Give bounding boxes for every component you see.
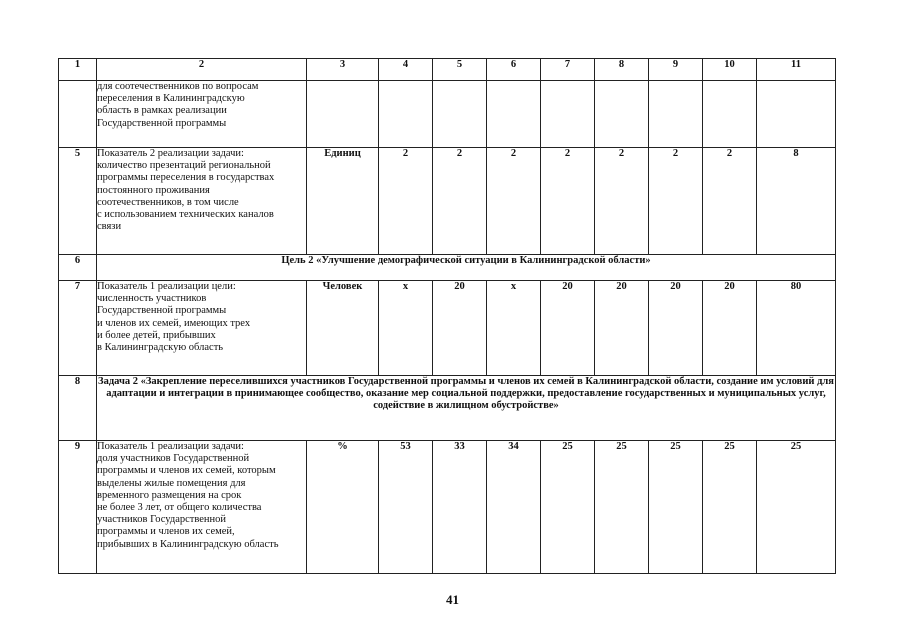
total-cell: 80 (757, 281, 836, 376)
header-cell: 5 (433, 59, 487, 81)
value-cell: 2 (703, 148, 757, 255)
table-row-continuation (59, 81, 836, 148)
header-cell: 4 (379, 59, 433, 81)
header-cell: 10 (703, 59, 757, 81)
unit-cell: % (307, 441, 379, 574)
row-number (59, 81, 97, 148)
value-cell: 25 (703, 441, 757, 574)
empty-cell (379, 81, 433, 148)
value-cell: 2 (433, 148, 487, 255)
row-number: 9 (59, 441, 97, 574)
header-cell: 7 (541, 59, 595, 81)
value-cell: 20 (703, 281, 757, 376)
header-cell: 11 (757, 59, 836, 81)
task-heading: Задача 2 «Закрепление переселившихся участников Государственной программы и членов их семей в Калининградской области, создание им условий для адаптации и интеграции в принимающее сообщество, оказание мер социальной поддержки, предоставление государственных и муниципальных услуг, содействие в жилищном обустройстве» (97, 376, 836, 441)
value-cell: 2 (595, 148, 649, 255)
page-number: 41 (446, 592, 459, 607)
empty-cell (433, 81, 487, 148)
empty-cell (703, 81, 757, 148)
header-cell: 2 (97, 59, 307, 81)
row-number: 8 (59, 376, 97, 441)
table-row-task (59, 376, 836, 441)
value-cell: 20 (595, 281, 649, 376)
value-cell: 20 (649, 281, 703, 376)
value-cell: 25 (595, 441, 649, 574)
value-cell: 2 (541, 148, 595, 255)
row-number: 5 (59, 148, 97, 255)
value-cell: х (487, 281, 541, 376)
value-cell: 34 (487, 441, 541, 574)
value-cell: 20 (433, 281, 487, 376)
indicator-name: для соотечественников по вопросам переселения в Калининградскую область в рамках реализации Государственной программы (97, 81, 307, 148)
table-row-goal (59, 255, 836, 281)
table-row (59, 441, 836, 574)
value-cell: 25 (541, 441, 595, 574)
total-cell: 8 (757, 148, 836, 255)
value-cell: 2 (379, 148, 433, 255)
value-cell: 53 (379, 441, 433, 574)
empty-cell (307, 81, 379, 148)
value-cell: 20 (541, 281, 595, 376)
empty-cell (649, 81, 703, 148)
unit-cell: Единиц (307, 148, 379, 255)
indicator-name: Показатель 2 реализации задачи: количество презентаций региональной программы переселения в государствах постоянного проживания соотечественников, в том числе с использованием технических каналов связи (97, 148, 307, 255)
unit-cell: Человек (307, 281, 379, 376)
indicators-table (58, 58, 836, 574)
value-cell: х (379, 281, 433, 376)
header-cell: 6 (487, 59, 541, 81)
header-row (59, 59, 836, 81)
empty-cell (541, 81, 595, 148)
header-cell: 3 (307, 59, 379, 81)
value-cell: 2 (487, 148, 541, 255)
header-cell: 8 (595, 59, 649, 81)
row-number: 6 (59, 255, 97, 281)
empty-cell (487, 81, 541, 148)
total-cell: 25 (757, 441, 836, 574)
indicator-name: Показатель 1 реализации задачи: доля участников Государственной программы и членов их семей, которым выделены жилые помещения для временного размещения на срок не более 3 лет, от общего количества участников Государственной программы и членов их семей, прибывших в Калининградскую область (97, 441, 307, 574)
empty-cell (757, 81, 836, 148)
indicator-name: Показатель 1 реализации цели: численность участников Государственной программы и членов их семей, имеющих трех и более детей, прибывших в Калининградскую область (97, 281, 307, 376)
value-cell: 2 (649, 148, 703, 255)
table-row (59, 281, 836, 376)
goal-heading: Цель 2 «Улучшение демографической ситуации в Калининградской области» (97, 255, 836, 281)
value-cell: 25 (649, 441, 703, 574)
header-cell: 9 (649, 59, 703, 81)
table-row (59, 148, 836, 255)
value-cell: 33 (433, 441, 487, 574)
row-number: 7 (59, 281, 97, 376)
header-cell: 1 (59, 59, 97, 81)
empty-cell (595, 81, 649, 148)
